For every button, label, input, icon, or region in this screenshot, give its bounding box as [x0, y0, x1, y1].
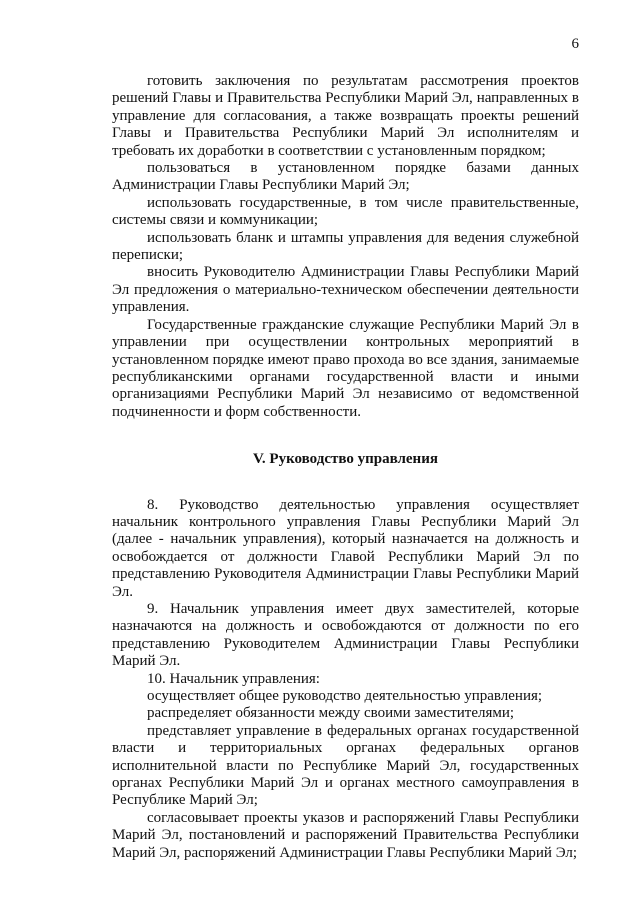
paragraph-use-letterhead: использовать бланк и штампы управления для ведения служебной переписки;	[112, 229, 579, 264]
paragraph-prepare-conclusions: готовить заключения по результатам рассмотрения проектов решений Главы и Правительства Республики Марий Эл, направленных в управление для согласования, а также возвращать проекты решений Главы и Правительства Республики Марий Эл исполнителям и требовать их доработки в соответствии с установленным порядком;	[112, 73, 579, 159]
paragraph-approve-drafts: согласовывает проекты указов и распоряжений Главы Республики Марий Эл, постановлений и распоряжений Правительства Республики Марий Эл, распоряжений Администрации Главы Республики Марий Эл;	[112, 809, 579, 861]
paragraph-use-databases: пользоваться в установленном порядке базами данных Администрации Главы Республики Марий Эл;	[112, 160, 579, 194]
paragraph-distribute-duties: распределяет обязанности между своими заместителями;	[147, 705, 515, 722]
section-heading: V. Руководство управления	[253, 451, 438, 468]
document-body	[112, 73, 579, 862]
paragraph-item-9: 9. Начальник управления имеет двух заместителей, которые назначаются на должность и освобождаются от должности по его представлению Руководителем Администрации Главы Республики Марий Эл.	[112, 600, 579, 670]
paragraph-general-management: осуществляет общее руководство деятельностью управления;	[147, 688, 543, 704]
paragraph-item-8: 8. Руководство деятельностью управления осуществляет начальник контрольного управления Главы Республики Марий Эл (далее - начальник управления), который назначается на должность и освобождается от должности Главой Республики Марий Эл по представлению Руководителя Администрации Главы Республики Марий Эл.	[112, 496, 579, 600]
paragraph-represent-management: представляет управление в федеральных органах государственной власти и территориальных органах федеральных органов исполнительной власти по Республике Марий Эл, государственных органах Республики Марий Эл и органах местного самоуправления в Республике Марий Эл;	[112, 722, 579, 809]
paragraph-use-communications: использовать государственные, в том числе правительственные, системы связи и коммуникации;	[112, 194, 579, 229]
paragraph-civil-servants-access: Государственные гражданские служащие Республики Марий Эл в управлении при осуществлении контрольных мероприятий в установленном порядке имеют право прохода во все здания, занимаемые республиканскими органами государственной власти и иными организациями Республики Марий Эл независимо от ведомственной подчиненности и форм собственности.	[112, 316, 579, 420]
page-number: 6	[571, 36, 579, 52]
paragraph-item-10: 10. Начальник управления:	[147, 670, 320, 687]
paragraph-submit-proposals: вносить Руководителю Администрации Главы Республики Марий Эл предложения о материально-техническом обеспечении деятельности управления.	[112, 264, 579, 316]
